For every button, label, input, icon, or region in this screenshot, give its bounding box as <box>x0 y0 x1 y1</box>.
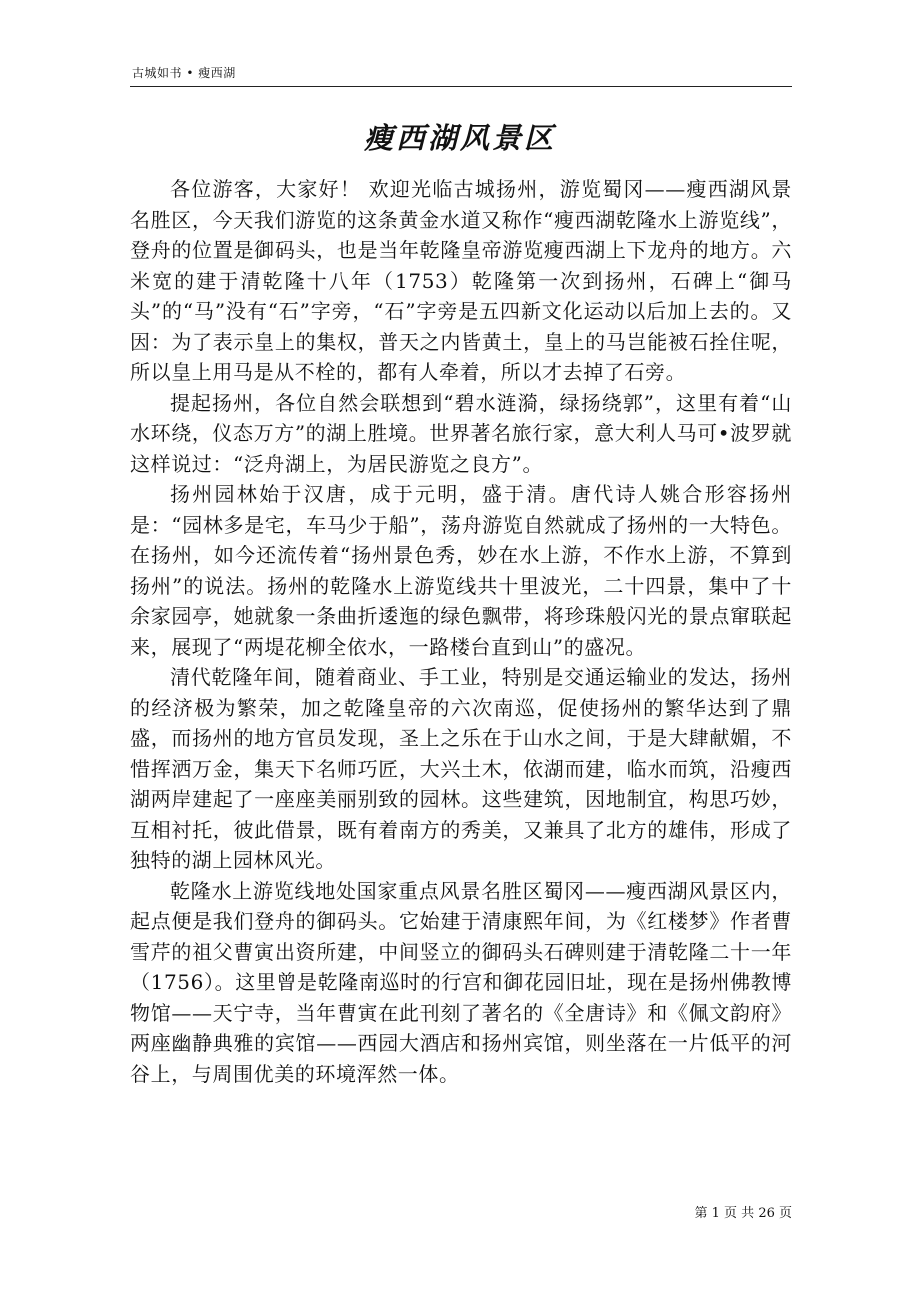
header-text: 古城如书 • 瘦西湖 <box>132 66 236 80</box>
page-header <box>130 62 792 87</box>
paragraph: 清代乾隆年间，随着商业、手工业，特别是交通运输业的发达，扬州的经济极为繁荣，加之乾隆皇帝的六次南巡，促使扬州的繁华达到了鼎盛，而扬州的地方官员发现，圣上之乐在于山水之间，于是大肆献媚，不惜挥洒万金，集天下名师巧匠，大兴土木，依湖而建，临水而筑，沿瘦西湖两岸建起了一座座美丽别致的园林。这些建筑，因地制宜，构思巧妙，互相衬托，彼此借景，既有着南方的秀美，又兼具了北方的雄伟，形成了独特的湖上园林风光。 <box>130 665 792 872</box>
document-title: 瘦西湖风景区 <box>363 121 556 155</box>
paragraph: 各位游客，大家好！ 欢迎光临古城扬州，游览蜀冈——瘦西湖风景名胜区，今天我们游览的这条黄金水道又称作“瘦西湖乾隆水上游览线”，登舟的位置是御码头，也是当年乾隆皇帝游览瘦西湖上下龙舟的地方。六米宽的建于清乾隆十八年（1753）乾隆第一次到扬州，石碑上“御马头”的“马”没有“石”字旁，“石”字旁是五四新文化运动以后加上去的。又因：为了表示皇上的集权，普天之内皆黄土，皇上的马岂能被石拴住呢，所以皇上用马是从不栓的，都有人牵着，所以才去掉了石旁。 <box>130 177 792 384</box>
document-body <box>130 174 792 1089</box>
paragraph: 扬州园林始于汉唐，成于元明，盛于清。唐代诗人姚合形容扬州是：“园林多是宅，车马少于船”，荡舟游览自然就成了扬州的一大特色。在扬州，如今还流传着“扬州景色秀，妙在水上游，不作水上游，不算到扬州”的说法。扬州的乾隆水上游览线共十里波光，二十四景，集中了十余家园亭，她就象一条曲折逶迤的绿色飘带，将珍珠般闪光的景点窜联起来，展现了“两堤花柳全依水，一路楼台直到山”的盛况。 <box>130 482 792 659</box>
page-number: 第 1 页 共 26 页 <box>694 1206 792 1221</box>
paragraph: 提起扬州，各位自然会联想到“碧水涟漪，绿扬绕郭”，这里有着“山水环绕，仪态万方”的湖上胜境。世界著名旅行家，意大利人马可•波罗就这样说过：“泛舟湖上，为居民游览之良方”。 <box>130 390 792 476</box>
paragraph: 乾隆水上游览线地处国家重点风景名胜区蜀冈——瘦西湖风景区内，起点便是我们登舟的御码头。它始建于清康熙年间，为《红楼梦》作者曹雪芹的祖父曹寅出资所建，中间竖立的御码头石碑则建于清乾隆二十一年（1756）。这里曾是乾隆南巡时的行宫和御花园旧址，现在是扬州佛教博物馆——天宁寺，当年曹寅在此刊刻了著名的《全唐诗》和《佩文韵府》两座幽静典雅的宾馆——西园大酒店和扬州宾馆，则坐落在一片低平的河谷上，与周围优美的环境浑然一体。 <box>130 878 792 1086</box>
